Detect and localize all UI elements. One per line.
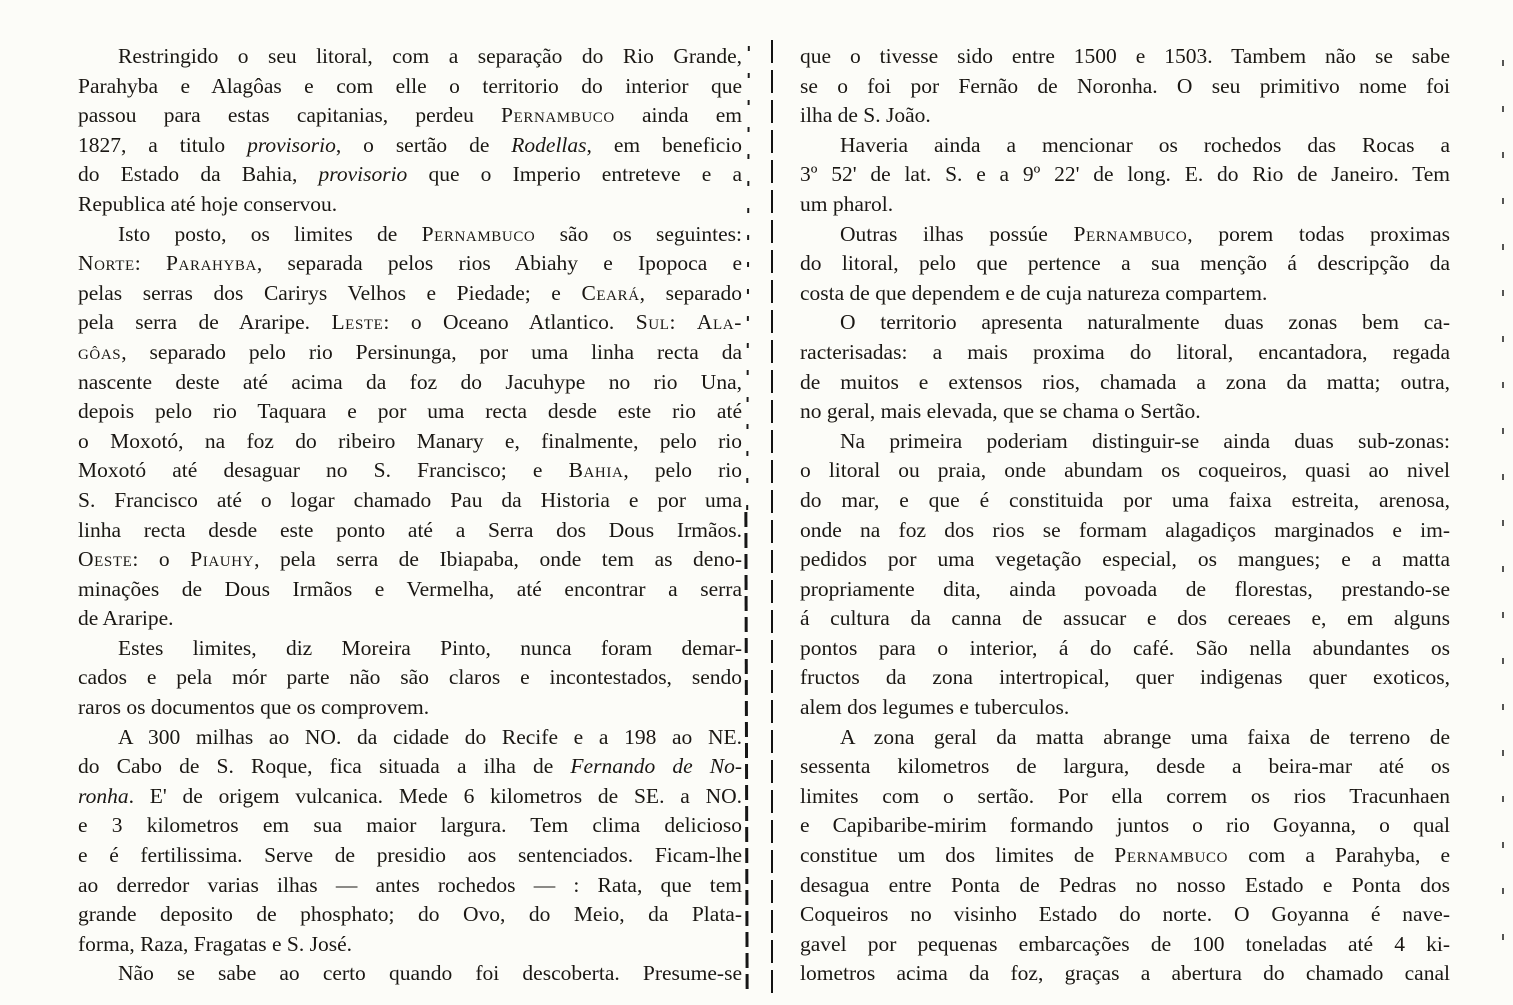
text-run: , o sertão de xyxy=(335,132,512,157)
text-line xyxy=(800,634,1450,664)
text-run: de muitos e extensos rios, chamada a zona da matta; outra, xyxy=(800,369,1450,394)
text-line xyxy=(800,959,1450,989)
text-line xyxy=(800,752,1450,782)
text-line xyxy=(78,456,742,486)
small-caps-run: Oeste xyxy=(78,547,133,572)
text-line xyxy=(800,900,1450,930)
text-run: pela serra de Araripe. xyxy=(78,310,332,335)
text-run: Na primeira poderiam distinguir-se ainda duas sub-zonas: xyxy=(840,428,1450,453)
text-run: ao derredor varias ilhas — antes rochedos — : Rata, que tem xyxy=(78,872,742,897)
text-run: Haveria ainda a mencionar os rochedos das Rocas a xyxy=(840,132,1450,157)
text-line xyxy=(800,397,1450,427)
text-run: A zona geral da matta abrange uma faixa de terreno de xyxy=(840,724,1450,749)
small-caps-run: Leste xyxy=(331,310,384,335)
text-line xyxy=(78,634,742,664)
text-run: forma, Raza, Fragatas e S. José. xyxy=(78,931,353,956)
text-run: : xyxy=(669,310,697,335)
text-line xyxy=(78,42,742,72)
text-line xyxy=(800,308,1450,338)
text-run: com a Parahyba, e xyxy=(1228,843,1450,868)
text-line xyxy=(800,160,1450,190)
small-caps-run: Norte xyxy=(78,251,135,276)
text-run: grande deposito de phosphato; do Ovo, do Meio, da Plata- xyxy=(78,902,742,927)
text-run: propriamente dita, ainda povoada de florestas, prestando-se xyxy=(800,576,1450,601)
text-run: no geral, mais elevada, que se chama o Sertão. xyxy=(800,399,1201,424)
text-run: e 3 kilometros em sua maior largura. Tem clima delicioso xyxy=(78,813,742,838)
text-run: pedidos por uma vegetação especial, os mangues; e a matta xyxy=(800,547,1450,572)
text-line xyxy=(800,338,1450,368)
text-run: e é fertilissima. Serve de presidio aos sentenciados. Ficam-lhe xyxy=(78,843,742,868)
text-line xyxy=(800,279,1450,309)
text-line xyxy=(78,368,742,398)
text-line xyxy=(800,486,1450,516)
italic-run: ronha xyxy=(78,783,129,808)
small-caps-run: Bahia xyxy=(568,458,624,483)
text-run: , separado pelo rio Persinunga, por uma linha recta da xyxy=(121,339,742,364)
text-line xyxy=(78,723,742,753)
text-line xyxy=(800,72,1450,102)
text-run: : o xyxy=(132,547,191,572)
text-line xyxy=(78,782,742,812)
text-line xyxy=(800,456,1450,486)
text-line xyxy=(78,397,742,427)
text-run: , em beneficio xyxy=(586,132,742,157)
text-line xyxy=(78,101,742,131)
text-run: , pelo rio xyxy=(623,458,742,483)
small-caps-run: Pernambuco xyxy=(421,221,536,246)
text-run: ainda em xyxy=(614,103,742,128)
text-line xyxy=(800,782,1450,812)
text-line xyxy=(800,930,1450,960)
text-run: constitue um dos limites de xyxy=(800,843,1115,868)
text-run: A 300 milhas ao NO. da cidade do Recife e a 198 ao NE. xyxy=(118,724,742,749)
text-run: o litoral ou praia, onde abundam os coqueiros, quasi ao nivel xyxy=(800,458,1450,483)
text-line xyxy=(800,841,1450,871)
text-column-right xyxy=(800,42,1450,989)
text-line xyxy=(800,723,1450,753)
text-run: um pharol. xyxy=(800,191,894,216)
text-column-left xyxy=(78,42,742,989)
text-run: Isto posto, os limites de xyxy=(118,221,422,246)
column-divider-dotted-line xyxy=(746,46,750,512)
text-line xyxy=(78,930,742,960)
text-line xyxy=(78,131,742,161)
text-run: Não se sabe ao certo quando foi descoberta. Presume-se xyxy=(118,961,742,986)
text-run: cados e pela mór parte não são claros e incontestados, sendo xyxy=(78,665,742,690)
italic-run: provisorio xyxy=(247,132,336,157)
text-line xyxy=(800,693,1450,723)
column-divider-dashed-line xyxy=(744,512,748,994)
text-run: á cultura da canna de assucar e dos cereaes e, em alguns xyxy=(800,606,1450,631)
text-line xyxy=(800,871,1450,901)
text-run: , porem todas proximas xyxy=(1187,221,1450,246)
text-line xyxy=(78,752,742,782)
text-run: 1827, a titulo xyxy=(78,132,248,157)
text-run: : o Oceano Atlantico. xyxy=(383,310,636,335)
text-run: costa de que dependem e de cuja natureza compartem. xyxy=(800,280,1268,305)
text-run: 3º 52' de lat. S. e a 9º 22' de long. E. do Rio de Janeiro. Tem xyxy=(800,162,1450,187)
text-run: minações de Dous Irmãos e Vermelha, até encontrar a serra xyxy=(78,576,742,601)
text-run: ilha de S. João. xyxy=(800,103,931,128)
text-line xyxy=(800,42,1450,72)
text-run: alem dos legumes e tuberculos. xyxy=(800,695,1070,720)
text-run: Estes limites, diz Moreira Pinto, nunca foram demar- xyxy=(118,635,742,660)
column-divider-rule xyxy=(771,40,773,998)
text-line xyxy=(800,131,1450,161)
text-line xyxy=(800,190,1450,220)
text-run: desagua entre Ponta de Pedras no nosso Estado e Ponta dos xyxy=(800,872,1450,897)
text-run: nascente deste até acima da foz do Jacuhype no rio Una, xyxy=(78,369,742,394)
text-line xyxy=(800,220,1450,250)
text-run: Republica até hoje conservou. xyxy=(78,191,338,216)
text-run: do Cabo de S. Roque, fica situada a ilha de xyxy=(78,754,571,779)
text-run: . E' de origem vulcanica. Mede 6 kilometros de SE. a NO. xyxy=(128,783,742,808)
text-run: O territorio apresenta naturalmente duas zonas bem ca- xyxy=(840,310,1450,335)
text-run: lometros acima da foz, graças a abertura do chamado canal xyxy=(800,961,1450,986)
text-line xyxy=(800,604,1450,634)
text-line xyxy=(78,604,742,634)
text-run: o Moxotó, na foz do ribeiro Manary e, finalmente, pelo rio xyxy=(78,428,742,453)
text-run: Moxotó até desaguar no S. Francisco; e xyxy=(78,458,569,483)
text-run: do Estado da Bahia, xyxy=(78,162,319,187)
text-line xyxy=(800,663,1450,693)
small-caps-run: Ala- xyxy=(696,310,742,335)
text-line xyxy=(78,871,742,901)
small-caps-run: Pernambuco xyxy=(1114,843,1229,868)
text-line xyxy=(78,663,742,693)
text-run: limites com o sertão. Por ella correm os rios Tracunhaen xyxy=(800,783,1450,808)
small-caps-run: Pernambuco xyxy=(501,103,615,128)
text-line xyxy=(78,545,742,575)
text-run: raros os documentos que os comprovem. xyxy=(78,695,430,720)
text-run: são os seguintes: xyxy=(535,221,742,246)
italic-run: Rodellas xyxy=(511,132,587,157)
text-run: se o foi por Fernão de Noronha. O seu primitivo nome foi xyxy=(800,73,1450,98)
text-run: do mar, e que é constituida por uma faixa estreita, arenosa, xyxy=(800,487,1450,512)
text-run: de Araripe. xyxy=(78,606,174,631)
text-line xyxy=(78,900,742,930)
small-caps-run: Ceará xyxy=(581,280,640,305)
text-line xyxy=(78,160,742,190)
text-line xyxy=(78,308,742,338)
text-run: depois pelo rio Taquara e por uma recta desde este rio até xyxy=(78,399,742,424)
text-run: do litoral, pelo que pertence a sua menção á descripção da xyxy=(800,251,1450,276)
text-line xyxy=(78,516,742,546)
text-line xyxy=(78,841,742,871)
italic-run: provisorio xyxy=(318,162,408,187)
small-caps-run: Sul xyxy=(635,310,670,335)
text-run: sessenta kilometros de largura, desde a beira-mar até os xyxy=(800,754,1450,779)
text-line xyxy=(78,427,742,457)
small-caps-run: Parahyba xyxy=(165,251,257,276)
text-line xyxy=(800,545,1450,575)
text-run: , separada pelos rios Abiahy e Ipopoca e xyxy=(256,251,742,276)
text-run: pelas serras dos Carirys Velhos e Piedade; e xyxy=(78,280,582,305)
text-run: S. Francisco até o logar chamado Pau da Historia e por uma xyxy=(78,487,742,512)
text-line xyxy=(78,486,742,516)
text-run: , pela serra de Ibiapaba, onde tem as deno- xyxy=(254,547,742,572)
text-line xyxy=(800,575,1450,605)
text-run: e Capibaribe-mirim formando juntos o rio Goyanna, o qual xyxy=(800,813,1450,838)
text-line xyxy=(800,368,1450,398)
text-run: Coqueiros no visinho Estado do norte. O Goyanna é nave- xyxy=(800,902,1450,927)
text-line xyxy=(78,811,742,841)
text-run: gavel por pequenas embarcações de 100 toneladas até 4 ki- xyxy=(800,931,1450,956)
text-run: : xyxy=(134,251,166,276)
text-line xyxy=(78,959,742,989)
text-line xyxy=(78,249,742,279)
text-line xyxy=(800,101,1450,131)
text-run: onde na foz dos rios se formam alagadiços marginados e im- xyxy=(800,517,1450,542)
small-caps-run: Piauhy xyxy=(190,547,255,572)
text-run: , separado xyxy=(639,280,743,305)
text-run: passou para estas capitanias, perdeu xyxy=(78,103,502,128)
text-line xyxy=(78,72,742,102)
small-caps-run: gôas xyxy=(78,339,122,364)
text-line xyxy=(78,220,742,250)
text-line xyxy=(800,811,1450,841)
text-run: que o tivesse sido entre 1500 e 1503. Tambem não se sabe xyxy=(800,44,1450,68)
text-line xyxy=(78,575,742,605)
text-line xyxy=(800,516,1450,546)
text-line xyxy=(78,338,742,368)
text-run: fructos da zona intertropical, quer indigenas quer exoticos, xyxy=(800,665,1450,690)
text-run: racterisadas: a mais proxima do litoral, encantadora, regada xyxy=(800,339,1450,364)
text-line xyxy=(800,249,1450,279)
small-caps-run: Pernambuco xyxy=(1073,221,1188,246)
text-run: que o Imperio entreteve e a xyxy=(407,162,742,187)
text-run: Outras ilhas possúe xyxy=(840,221,1074,246)
text-run: Restringido o seu litoral, com a separação do Rio Grande, xyxy=(118,44,742,68)
text-run: Parahyba e Alagôas e com elle o territorio do interior que xyxy=(78,73,742,98)
italic-run: Fernando de No- xyxy=(570,754,742,779)
page-edge-scan-artifact xyxy=(1502,60,1504,960)
text-run: pontos para o interior, á do café. São nella abundantes os xyxy=(800,635,1450,660)
text-line xyxy=(78,693,742,723)
text-run: linha recta desde este ponto até a Serra dos Dous Irmãos. xyxy=(78,517,742,542)
text-line xyxy=(78,279,742,309)
text-line xyxy=(800,427,1450,457)
text-line xyxy=(78,190,742,220)
